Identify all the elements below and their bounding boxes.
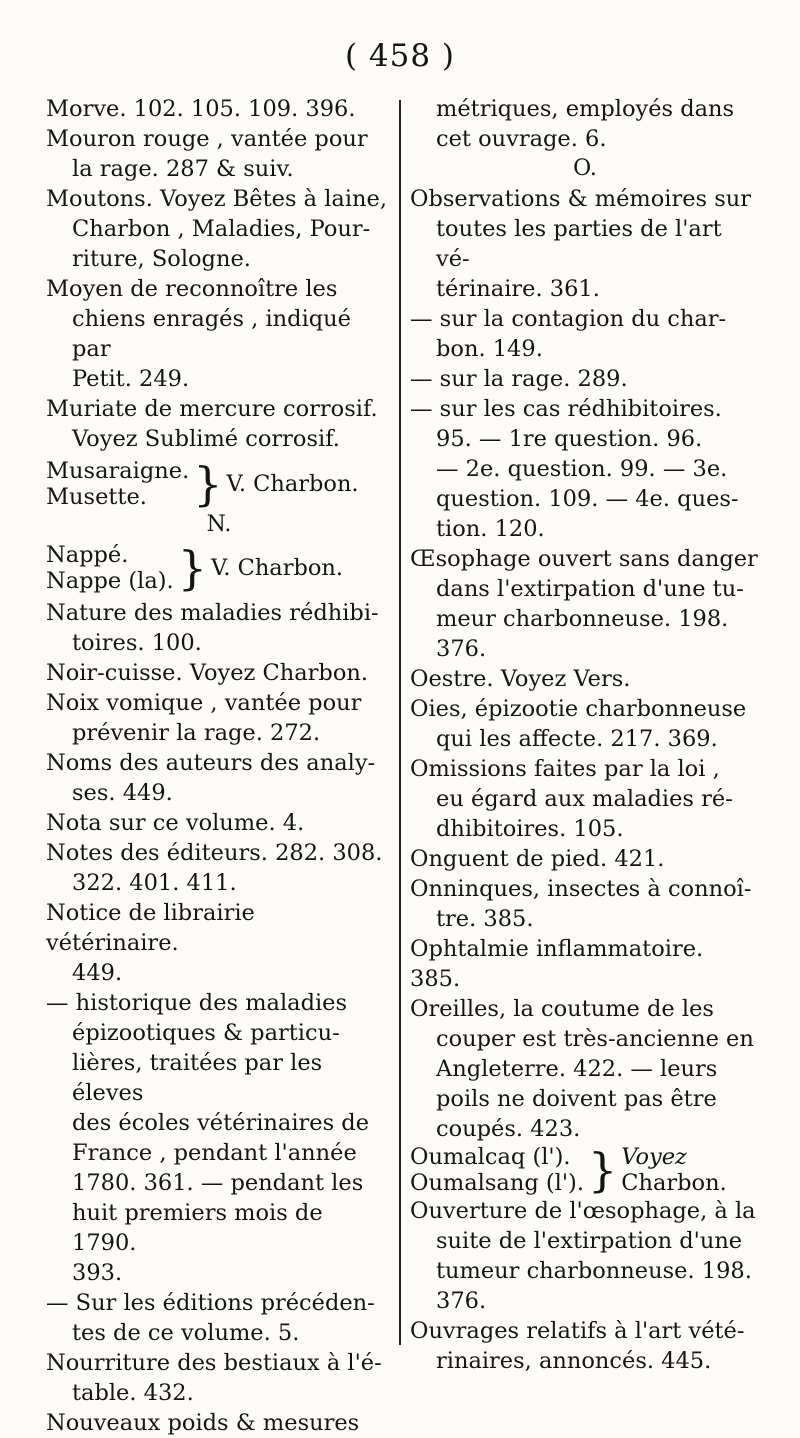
index-entry [410,754,760,844]
index-entry [410,874,760,934]
entry-line: — 2e. question. 99. — 3e. [436,456,728,482]
entry-head: Œsophage ouvert sans danger [410,546,758,572]
entry-head: Noir-cuisse. Voyez Charbon. [46,660,369,686]
group-ref: Charbon. [621,1170,727,1196]
index-entry [46,748,392,808]
index-entry [410,934,760,994]
index-entry [46,394,392,454]
entry-line: meur charbonneuse. 198. [436,606,729,632]
index-entry [410,544,760,664]
index-entry [46,688,392,748]
bracket-group-oumalcaq [410,1144,760,1196]
entry-line: 1780. 361. — pendant les [72,1170,364,1196]
entry-line: France , pendant l'année [72,1140,357,1166]
index-entry [46,1408,392,1438]
index-entry [46,898,392,988]
entry-line: des écoles vétérinaires de [72,1110,370,1136]
entry-head: Nourriture des bestiaux à l'é- [46,1350,382,1376]
entry-head: Nouveaux poids & mesures [46,1410,360,1436]
index-entry [46,808,392,838]
entry-line: épizootiques & particu- [72,1020,340,1046]
entry-head: Nature des maladies rédhibi- [46,600,379,626]
entry-line: couper est très-ancienne en [436,1026,754,1052]
entry-head: Nota sur ce volume. 4. [46,810,305,836]
entry-line: tre. 385. [436,906,534,932]
index-entry [410,1196,760,1316]
brace-icon: } [587,1143,618,1197]
entry-line: coupés. 423. [436,1116,581,1142]
group-ref: V. Charbon. [210,555,344,581]
entry-line: huit premiers mois de 1790. [72,1200,323,1256]
index-entry [410,694,760,754]
entry-line: 449. [72,960,123,986]
entry-line: dhibitoires. 105. [436,816,624,842]
brace-icon: } [193,457,223,511]
index-entry [46,838,392,898]
index-entry [410,664,760,694]
index-entry [410,994,760,1144]
entry-head: — Sur les éditions précéden- [46,1290,375,1316]
index-entry [410,364,760,394]
entry-line: prévenir la rage. 272. [72,720,321,746]
entry-head: Muriate de mercure corrosif. [46,396,378,422]
entry-line: table. 432. [72,1380,194,1406]
entry-line: Petit. 249. [72,366,190,392]
entry-head: Onguent de pied. 421. [410,846,665,872]
index-entry [46,598,392,658]
entry-head: — sur la contagion du char- [410,306,727,332]
entry-line: Voyez Sublimé corrosif. [72,426,340,452]
entry-line: 376. [436,1288,487,1314]
index-entry [410,844,760,874]
entry-line: tumeur charbonneuse. 198. [436,1258,752,1284]
left-entries [46,94,392,454]
entry-line: 376. [436,636,487,662]
continued-entry [410,94,760,154]
entry-line: tion. 120. [436,516,545,542]
entry-head: Mouron rouge , vantée pour [46,126,368,152]
index-entry [46,274,392,394]
entry-head: Omissions faites par la loi , [410,756,720,782]
entry-line: qui les affecte. 217. 369. [436,726,718,752]
entry-line: 393. [72,1260,123,1286]
column-divider [399,100,401,1345]
entry-head: Oestre. Voyez Vers. [410,666,631,692]
entry-line: suite de l'extirpation d'une [436,1228,743,1254]
entry-line: cet ouvrage. 6. [436,126,607,152]
right-entries [410,184,760,1144]
left-column [46,94,392,1438]
entry-head: Onninques, insectes à connoî- [410,876,752,902]
entry-head: Observations & mémoires sur [410,186,752,212]
group-name: Musaraigne. [46,458,190,484]
entry-head: — sur la rage. 289. [410,366,628,392]
index-entry [46,124,392,184]
group-name: Nappe (la). [46,568,174,594]
entry-line: toires. 100. [72,630,202,656]
bracket-group-musaraigne [46,458,392,510]
entry-line: tes de ce volume. 5. [72,1320,300,1346]
entry-head: Moyen de reconnoître les [46,276,338,302]
entry-line: ses. 449. [72,780,173,806]
entry-line: bon. 149. [436,336,543,362]
entry-line: Angleterre. 422. — leurs [436,1056,718,1082]
entry-line: 322. 401. 411. [72,870,237,896]
index-entry [46,1348,392,1408]
entry-head: Oreilles, la coutume de les [410,996,714,1022]
entry-head: Notice de librairie vétérinaire. [46,900,255,956]
entry-line: riture, Sologne. [72,246,251,272]
index-entry [46,988,392,1288]
entry-line: toutes les parties de l'art vé- [436,216,722,272]
group-name: Oumalcaq (l'). [410,1144,571,1170]
entry-line: lières, traitées par les éleves [72,1050,323,1106]
entry-line: métriques, employés dans [436,96,735,122]
index-entry [410,394,760,544]
entry-line: la rage. 287 & suiv. [72,156,294,182]
entry-line: térinaire. 361. [436,276,600,302]
group-name: Nappé. [46,542,129,568]
group-name: Musette. [46,484,147,510]
index-entry [46,1288,392,1348]
entry-head: — historique des maladies [46,990,348,1016]
entry-head: Oies, épizootie charbonneuse [410,696,747,722]
entry-line: poils ne doivent pas être [436,1086,717,1112]
index-entry [46,658,392,688]
page-number: ( 458 ) [344,38,456,74]
left-entries-2 [46,598,392,1438]
letter-heading-o: O. [573,156,597,181]
group-ref: V. Charbon. [226,471,359,497]
index-entry [410,1316,760,1376]
index-entry [46,184,392,274]
index-entry [410,184,760,304]
entry-line: question. 109. — 4e. ques- [436,486,739,512]
entry-head: Moutons. Voyez Bêtes à laine, [46,186,388,212]
bracket-group-nappe [46,542,392,594]
index-entry [46,94,392,124]
entry-line: Charbon , Maladies, Pour- [72,216,371,242]
entry-head: Morve. 102. 105. 109. 396. [46,96,356,122]
index-entry [410,304,760,364]
entry-line: dans l'extirpation d'une tu- [436,576,744,602]
brace-icon: } [177,541,207,595]
entry-line: eu égard aux maladies ré- [436,786,733,812]
entry-head: Ophtalmie inflammatoire. 385. [410,936,704,992]
entry-head: Ouvrages relatifs à l'art vété- [410,1318,745,1344]
letter-heading-n: N. [206,512,232,537]
group-name: Oumalsang (l'). [410,1170,584,1196]
right-entries-2 [410,1196,760,1376]
entry-head: Ouverture de l'œsophage, à la [410,1198,756,1224]
entry-line: rinaires, annoncés. 445. [436,1348,712,1374]
entry-line: chiens enragés , indiqué par [72,306,351,362]
right-column [410,94,760,1376]
entry-head: Noix vomique , vantée pour [46,690,362,716]
entry-head: — sur les cas rédhibitoires. [410,396,722,422]
entry-line: 95. — 1re question. 96. [436,426,703,452]
entry-head: Notes des éditeurs. 282. 308. [46,840,383,866]
entry-head: Noms des auteurs des analy- [46,750,376,776]
group-ref: Voyez [621,1144,687,1170]
